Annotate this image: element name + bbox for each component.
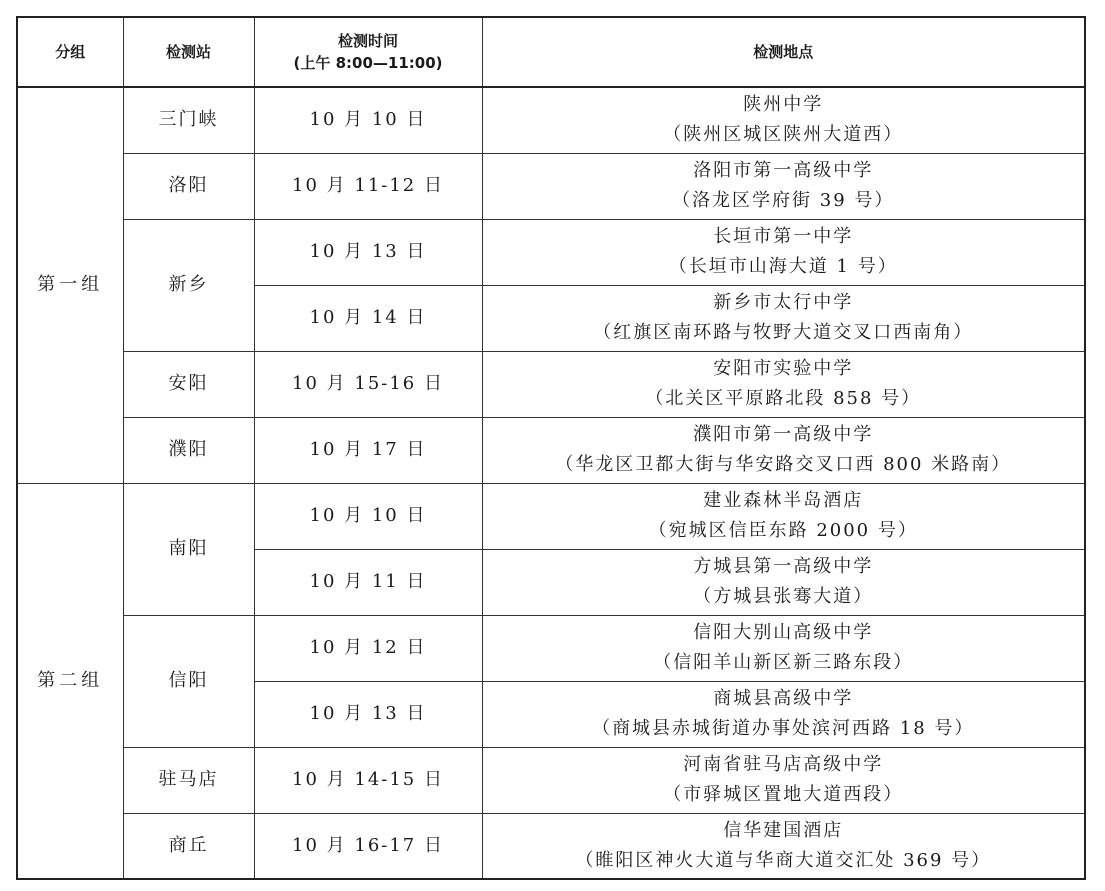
header-location: 检测地点 (482, 17, 1085, 87)
date-cell: 10 月 13 日 (254, 681, 482, 747)
location-address: （ 洛龙区学府街 39 号 ） (483, 186, 1085, 216)
location-name: 商城县高级中学 (713, 688, 854, 709)
location-address: （ 方城县张骞大道 ） (483, 582, 1085, 612)
location-cell (482, 549, 1085, 615)
location-address: （ 华龙区卫都大街与华安路交叉口西 800 米路南 ） (483, 450, 1085, 480)
table-row (17, 747, 1085, 813)
station-cell: 安阳 (123, 351, 254, 417)
schedule-body (17, 87, 1085, 879)
header-time (254, 17, 482, 87)
location-name: 建业森林半岛酒店 (703, 490, 864, 511)
header-group: 分组 (17, 17, 123, 87)
date-cell: 10 月 12 日 (254, 615, 482, 681)
location-cell (482, 483, 1085, 549)
table-row (17, 483, 1085, 549)
location-address: （ 陕州区城区陕州大道西 ） (483, 120, 1085, 150)
table-row (17, 153, 1085, 219)
schedule-table (16, 16, 1086, 880)
station-cell: 驻马店 (123, 747, 254, 813)
header-station: 检测站 (123, 17, 254, 87)
location-address: （ 长垣市山海大道 1 号 ） (483, 252, 1085, 282)
station-cell: 三门峡 (123, 87, 254, 153)
table-row (17, 219, 1085, 285)
date-cell: 10 月 17 日 (254, 417, 482, 483)
location-address: （ 信阳羊山新区新三路东段 ） (483, 648, 1085, 678)
location-cell (482, 285, 1085, 351)
date-cell: 10 月 14 日 (254, 285, 482, 351)
station-cell: 信阳 (123, 615, 254, 747)
date-cell: 10 月 10 日 (254, 87, 482, 153)
location-address: （ 宛城区信臣东路 2000 号 ） (483, 516, 1085, 546)
location-address: （ 市驿城区置地大道西段 ） (483, 780, 1085, 810)
station-cell: 新乡 (123, 219, 254, 351)
location-address: （ 红旗区南环路与牧野大道交叉口西南角 ） (483, 318, 1085, 348)
group-cell: 第一组 (17, 87, 123, 483)
location-name: 方城县第一高级中学 (693, 556, 874, 577)
date-cell: 10 月 13 日 (254, 219, 482, 285)
location-name: 洛阳市第一高级中学 (693, 160, 874, 181)
table-row (17, 813, 1085, 879)
location-address: （ 北关区平原路北段 858 号 ） (483, 384, 1085, 414)
location-name: 信华建国酒店 (723, 819, 844, 841)
date-cell: 10 月 15-16 日 (254, 351, 482, 417)
location-cell (482, 153, 1085, 219)
station-cell: 南阳 (123, 483, 254, 615)
location-address: （ 睢阳区神火大道与华商大道交汇处 369 号 ） (483, 846, 1085, 876)
header-time-title: 检测时间 (337, 32, 398, 50)
location-name: 濮阳市第一高级中学 (693, 424, 874, 445)
table-row (17, 87, 1085, 153)
location-name: 安阳市实验中学 (713, 358, 854, 379)
location-name: 信阳大别山高级中学 (693, 622, 874, 643)
table-row (17, 417, 1085, 483)
station-cell: 濮阳 (123, 417, 254, 483)
location-name: 新乡市太行中学 (713, 292, 854, 313)
location-cell (482, 219, 1085, 285)
station-cell: 商丘 (123, 813, 254, 879)
location-cell (482, 615, 1085, 681)
date-cell: 10 月 14-15 日 (254, 747, 482, 813)
location-name: 河南省驻马店高级中学 (683, 754, 884, 775)
location-cell (482, 87, 1085, 153)
location-cell (482, 417, 1085, 483)
location-cell (482, 747, 1085, 813)
location-name: 长垣市第一中学 (713, 226, 854, 247)
location-name: 陕州中学 (743, 94, 824, 116)
location-cell (482, 813, 1085, 879)
location-cell (482, 681, 1085, 747)
date-cell: 10 月 11-12 日 (254, 153, 482, 219)
header-time-range: (上午 8:00—11:00) (293, 54, 443, 72)
location-cell (482, 351, 1085, 417)
group-cell: 第二组 (17, 483, 123, 879)
station-cell: 洛阳 (123, 153, 254, 219)
date-cell: 10 月 10 日 (254, 483, 482, 549)
location-address: （ 商城县赤城街道办事处滨河西路 18 号 ） (483, 714, 1085, 744)
table-row (17, 351, 1085, 417)
table-row (17, 615, 1085, 681)
header-row (17, 17, 1085, 87)
date-cell: 10 月 16-17 日 (254, 813, 482, 879)
date-cell: 10 月 11 日 (254, 549, 482, 615)
